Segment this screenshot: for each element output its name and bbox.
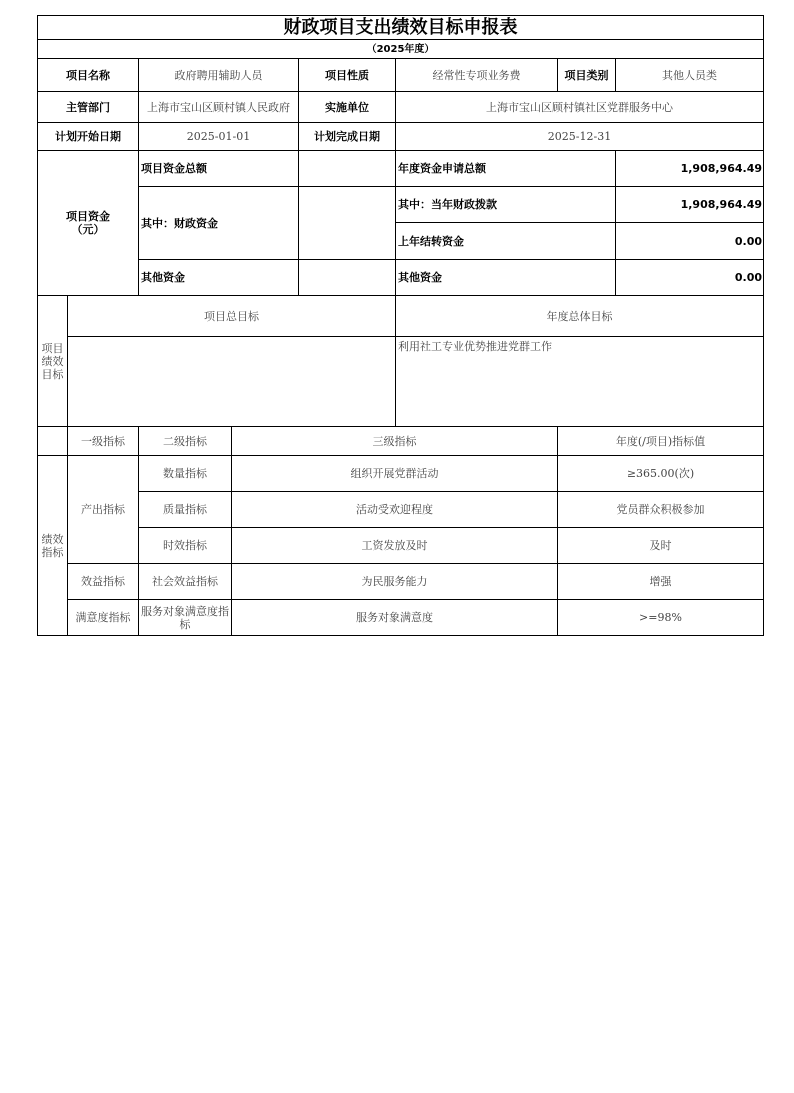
level2-cell: 数量指标 bbox=[138, 455, 232, 492]
year-subtitle: （2025年度） bbox=[37, 39, 764, 59]
level2-cell: 社会效益指标 bbox=[138, 563, 232, 600]
carry-funds-label: 上年结转资金 bbox=[395, 222, 616, 260]
fiscal-funds-label: 其中：财政资金 bbox=[138, 186, 299, 260]
start-label: 计划开始日期 bbox=[37, 122, 139, 151]
header-blank bbox=[37, 426, 68, 456]
start-value: 2025-01-01 bbox=[138, 122, 299, 151]
level1-benefit: 效益指标 bbox=[67, 563, 139, 600]
level2-cell: 质量指标 bbox=[138, 491, 232, 528]
annual-other-label: 其他资金 bbox=[395, 259, 616, 296]
dept-label: 主管部门 bbox=[37, 91, 139, 123]
value-cell: >=98% bbox=[557, 599, 764, 636]
end-value: 2025-12-31 bbox=[395, 122, 764, 151]
page-title: 财政项目支出绩效目标申报表 bbox=[37, 15, 764, 40]
other-funds-label: 其他资金 bbox=[138, 259, 299, 296]
level3-cell: 服务对象满意度 bbox=[231, 599, 558, 636]
total-goal-header: 项目总目标 bbox=[67, 295, 396, 337]
name-value: 政府聘用辅助人员 bbox=[138, 58, 299, 92]
unit-label: 实施单位 bbox=[298, 91, 396, 123]
value-cell: ≥365.00(次) bbox=[557, 455, 764, 492]
nature-label: 项目性质 bbox=[298, 58, 396, 92]
annual-funds-value: 1,908,964.49 bbox=[615, 150, 764, 187]
other-funds-value bbox=[298, 259, 396, 296]
funds-label: 项目资金 （元） bbox=[37, 150, 139, 296]
level3-cell: 为民服务能力 bbox=[231, 563, 558, 600]
fiscal-funds-value bbox=[298, 186, 396, 260]
current-funds-value: 1,908,964.49 bbox=[615, 186, 764, 223]
annual-goal-text: 利用社工专业优势推进党群工作 bbox=[395, 336, 764, 427]
value-cell: 及时 bbox=[557, 527, 764, 564]
annual-funds-label: 年度资金申请总额 bbox=[395, 150, 616, 187]
goals-label: 项目绩效目标 bbox=[37, 295, 68, 427]
level3-cell: 组织开展党群活动 bbox=[231, 455, 558, 492]
end-label: 计划完成日期 bbox=[298, 122, 396, 151]
current-funds-label: 其中：当年财政拨款 bbox=[395, 186, 616, 223]
unit-value: 上海市宝山区顾村镇社区党群服务中心 bbox=[395, 91, 764, 123]
annual-other-value: 0.00 bbox=[615, 259, 764, 296]
nature-value: 经常性专项业务费 bbox=[395, 58, 558, 92]
value-cell: 党员群众积极参加 bbox=[557, 491, 764, 528]
value-cell: 增强 bbox=[557, 563, 764, 600]
level3-header: 三级指标 bbox=[231, 426, 558, 456]
name-label: 项目名称 bbox=[37, 58, 139, 92]
level2-header: 二级指标 bbox=[138, 426, 232, 456]
total-goal-text bbox=[67, 336, 396, 427]
total-funds-value bbox=[298, 150, 396, 187]
level1-satisfaction: 满意度指标 bbox=[67, 599, 139, 636]
level3-cell: 工资发放及时 bbox=[231, 527, 558, 564]
annual-goal-header: 年度总体目标 bbox=[395, 295, 764, 337]
level2-cell: 时效指标 bbox=[138, 527, 232, 564]
level1-output: 产出指标 bbox=[67, 455, 139, 564]
total-funds-label: 项目资金总额 bbox=[138, 150, 299, 187]
category-label: 项目类别 bbox=[557, 58, 616, 92]
indicators-label: 绩效指标 bbox=[37, 455, 68, 636]
value-header: 年度(/项目)指标值 bbox=[557, 426, 764, 456]
dept-value: 上海市宝山区顾村镇人民政府 bbox=[138, 91, 299, 123]
category-value: 其他人员类 bbox=[615, 58, 764, 92]
level2-cell: 服务对象满意度指标 bbox=[138, 599, 232, 636]
level1-header: 一级指标 bbox=[67, 426, 139, 456]
carry-funds-value: 0.00 bbox=[615, 222, 764, 260]
level3-cell: 活动受欢迎程度 bbox=[231, 491, 558, 528]
